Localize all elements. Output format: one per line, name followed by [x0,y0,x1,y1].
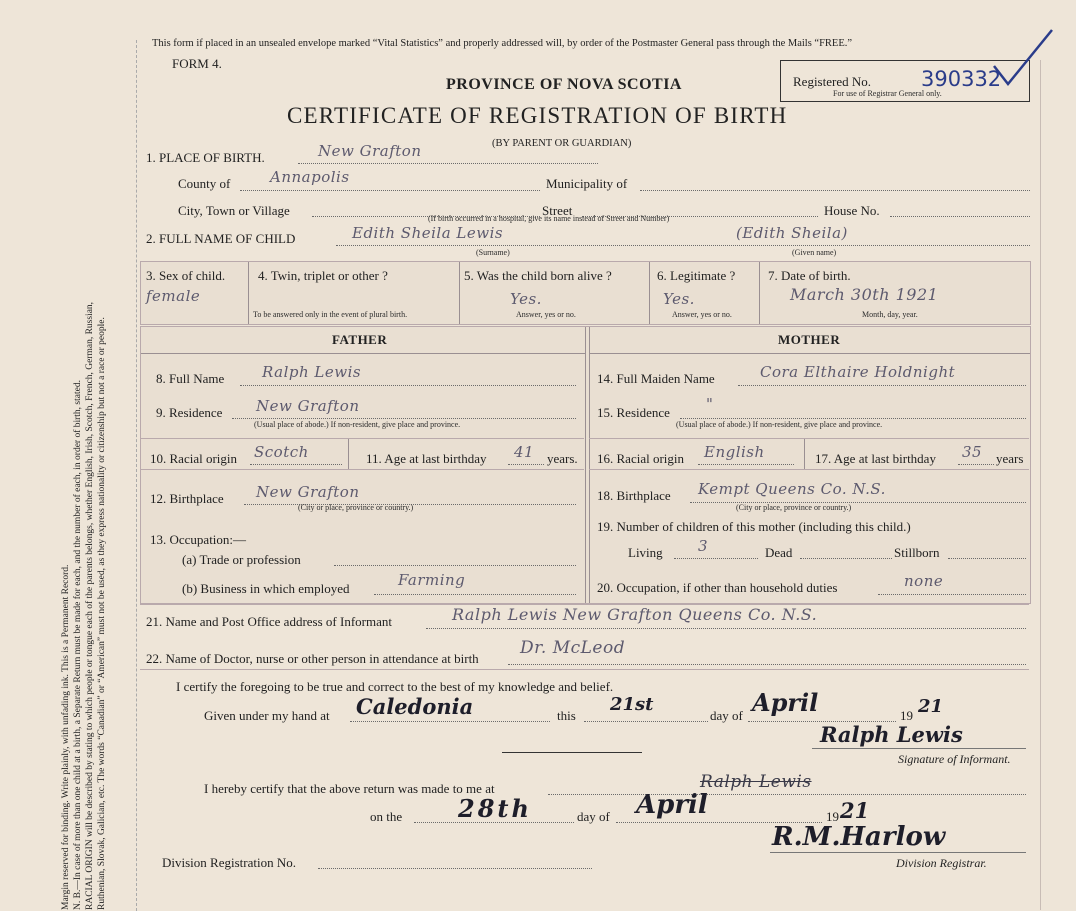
informant-signature-line [812,748,1026,749]
mother-stillborn-label: Stillborn [894,545,940,560]
twin-note: To be answered only in the event of plural birth. [253,310,408,319]
mother-name-label: 14. Full Maiden Name [597,371,715,386]
certify-statement: I certify the foregoing to be true and correct to the best of my knowledge and belief. [176,679,614,694]
registrar-place-struck: Ralph Lewis [700,772,812,792]
legitimate-value: Yes. [663,290,695,308]
father-residence-label: 9. Residence [156,405,223,420]
mother-residence-value: " [706,395,714,413]
father-residence-note: (Usual place of abode.) If non-resident, give place and province. [254,420,461,429]
child-given-name-value: (Edith Sheila) [736,224,848,242]
margin-line-1: Margin reserved for binding. Write plainly, with unfading ink. This is a Permanent Record. [61,564,71,910]
father-birthplace-note: (City or place, province or country.) [298,503,414,512]
province-heading: PROVINCE OF NOVA SCOTIA [446,76,682,93]
given-day-line [584,721,708,722]
twin-label: 4. Twin, triplet or other ? [258,268,388,283]
child-name-value: Edith Sheila Lewis [352,224,504,242]
sex-value: female [146,287,201,305]
place-of-birth-line [298,163,598,164]
informant-value: Ralph Lewis New Grafton Queens Co. N.S. [452,605,818,624]
alive-label: 5. Was the child born alive ? [464,268,612,283]
mother-name-line [738,385,1026,386]
mother-racial-label: 16. Racial origin [597,451,685,466]
margin-line-3: RACIAL ORIGIN will be described by stating to which people or tongue each of the parents belongs, whether English, Irish, Scotch, French, German, Russian, [85,301,95,910]
registrar-signature: R.M.Harlow [772,822,946,852]
street-label: Street [542,203,573,218]
date-note: Month, day, year. [862,310,918,319]
mother-age-label: 17. Age at last birthday [815,451,936,466]
given-day-value: 21st [610,694,654,715]
division-registrar-label: Division Registrar. [896,856,987,870]
doctor-line [508,664,1026,665]
signature-of-informant-label: Signature of Informant. [898,752,1011,766]
father-name-line [240,385,576,386]
registrar-day-of-label: day of [577,809,610,824]
mother-living-value: 3 [698,537,709,555]
father-name-label: 8. Full Name [156,371,225,386]
registrar-place-line [548,794,1026,795]
divider-line [502,752,642,753]
father-name-value: Ralph Lewis [262,363,362,381]
father-heading: FATHER [332,332,388,347]
page-title: CERTIFICATE OF REGISTRATION OF BIRTH [287,103,788,128]
father-age-line [508,464,544,465]
mother-residence-label: 15. Residence [597,405,670,420]
place-of-birth-label: 1. PLACE OF BIRTH. [146,150,265,165]
mother-living-label: Living [628,545,663,560]
municipality-line [640,190,1030,191]
mother-age-line [958,464,994,465]
mother-birthplace-note: (City or place, province or country.) [736,503,852,512]
given-place-line [350,721,550,722]
margin-instructions [60,302,108,910]
legitimate-note: Answer, yes or no. [672,310,732,319]
alive-note: Answer, yes or no. [516,310,576,319]
check-mark-icon [990,26,1060,90]
father-trade-label: (a) Trade or profession [182,552,301,567]
father-racial-label: 10. Racial origin [150,451,238,466]
city-label: City, Town or Village [178,203,290,218]
hospital-note: (If birth occurred in a hospital, give its name instead of Street and Number) [428,214,670,223]
father-age-label: 11. Age at last birthday [366,451,487,466]
form-number: FORM 4. [172,56,222,71]
father-business-line [374,594,576,595]
given-under-label: Given under my hand at [204,708,330,723]
given-place-value: Caledonia [356,694,474,719]
doctor-value: Dr. McLeod [520,638,626,658]
county-value: Annapolis [270,168,350,186]
informant-line [426,628,1026,629]
mother-occupation-line [878,594,1026,595]
mother-age-years: years [996,451,1024,466]
father-birthplace-label: 12. Birthplace [150,491,224,506]
registrar-statement: I hereby certify that the above return was made to me at [204,781,495,796]
father-birthplace-value: New Grafton [256,483,360,501]
father-trade-line [334,565,576,566]
registrar-month-value: April [636,790,708,820]
child-name-label: 2. FULL NAME OF CHILD [146,231,296,246]
mother-children-label: 19. Number of children of this mother (including this child.) [597,519,911,534]
registrar-year-prefix: 19 [826,809,839,824]
given-year-value: 21 [918,696,944,717]
sex-label: 3. Sex of child. [146,268,226,283]
father-racial-value: Scotch [254,443,309,461]
registrar-signature-line [770,852,1026,853]
mother-stillborn-line [948,558,1026,559]
child-name-line [336,245,1030,246]
registered-note: For use of Registrar General only. [833,89,942,98]
mother-dead-label: Dead [765,545,793,560]
county-label: County of [178,176,231,191]
date-of-birth-value: March 30th 1921 [790,285,939,304]
mother-occupation-value: none [904,572,944,590]
mother-name-value: Cora Elthaire Holdnight [760,363,956,381]
day-of-label: day of [710,708,743,723]
given-name-note: (Given name) [792,248,837,257]
house-label: House No. [824,203,880,218]
division-registration-label: Division Registration No. [162,855,296,870]
right-frame [1040,60,1041,910]
registered-number: 390332 [921,67,1002,91]
father-occupation-label: 13. Occupation:— [150,532,247,547]
father-racial-line [250,464,342,465]
mother-heading: MOTHER [778,332,841,347]
division-registration-line [318,868,592,869]
mother-living-line [674,558,758,559]
father-age-years: years. [547,451,578,466]
surname-note: (Surname) [476,248,510,257]
father-business-label: (b) Business in which employed [182,581,350,596]
given-month-value: April [752,688,819,717]
father-business-value: Farming [398,571,466,589]
mother-residence-line [680,418,1026,419]
municipality-label: Municipality of [546,176,628,191]
registrar-day-value: 28th [458,794,532,823]
this-label: this [557,708,576,723]
mother-age-value: 35 [962,443,983,461]
county-line [240,190,540,191]
mother-birthplace-value: Kempt Queens Co. N.S. [698,480,886,498]
date-of-birth-label: 7. Date of birth. [768,268,851,283]
mother-residence-note: (Usual place of abode.) If non-resident, give place and province. [676,420,883,429]
house-line [890,216,1030,217]
legitimate-label: 6. Legitimate ? [657,268,736,283]
on-the-label: on the [370,809,403,824]
margin-divider [136,40,137,911]
registrar-year-value: 21 [840,798,870,823]
registered-label: Registered No. [793,74,871,89]
father-residence-value: New Grafton [256,397,360,415]
informant-label: 21. Name and Post Office address of Informant [146,614,392,629]
given-year-prefix: 19 [900,708,913,723]
place-of-birth-value: New Grafton [318,142,422,160]
mother-dead-line [800,558,892,559]
mother-racial-line [698,464,794,465]
page-subtitle: (BY PARENT OR GUARDIAN) [492,138,632,149]
margin-line-2: N. B.—In case of more than one child at a birth, a Separate Return must be made for each, and the number of each, in order of birth, stated. [73,380,83,910]
mother-birthplace-label: 18. Birthplace [597,488,671,503]
doctor-label: 22. Name of Doctor, nurse or other person in attendance at birth [146,651,479,666]
margin-line-4: Ruthenian, Slovak, Galician, etc. The words “Canadian” or “American” must not be used, as they express nationality or citizenship but not a race or people. [97,317,107,910]
alive-value: Yes. [510,290,542,308]
father-age-value: 41 [514,443,535,461]
father-residence-line [232,418,576,419]
postal-note: This form if placed in an unsealed envelope marked “Vital Statistics” and properly addressed will, by order of the Postmaster General pass through the Mails “FREE.” [152,38,853,49]
mother-occupation-label: 20. Occupation, if other than household duties [597,580,838,595]
mother-racial-value: English [704,443,765,461]
informant-signature: Ralph Lewis [820,722,963,747]
